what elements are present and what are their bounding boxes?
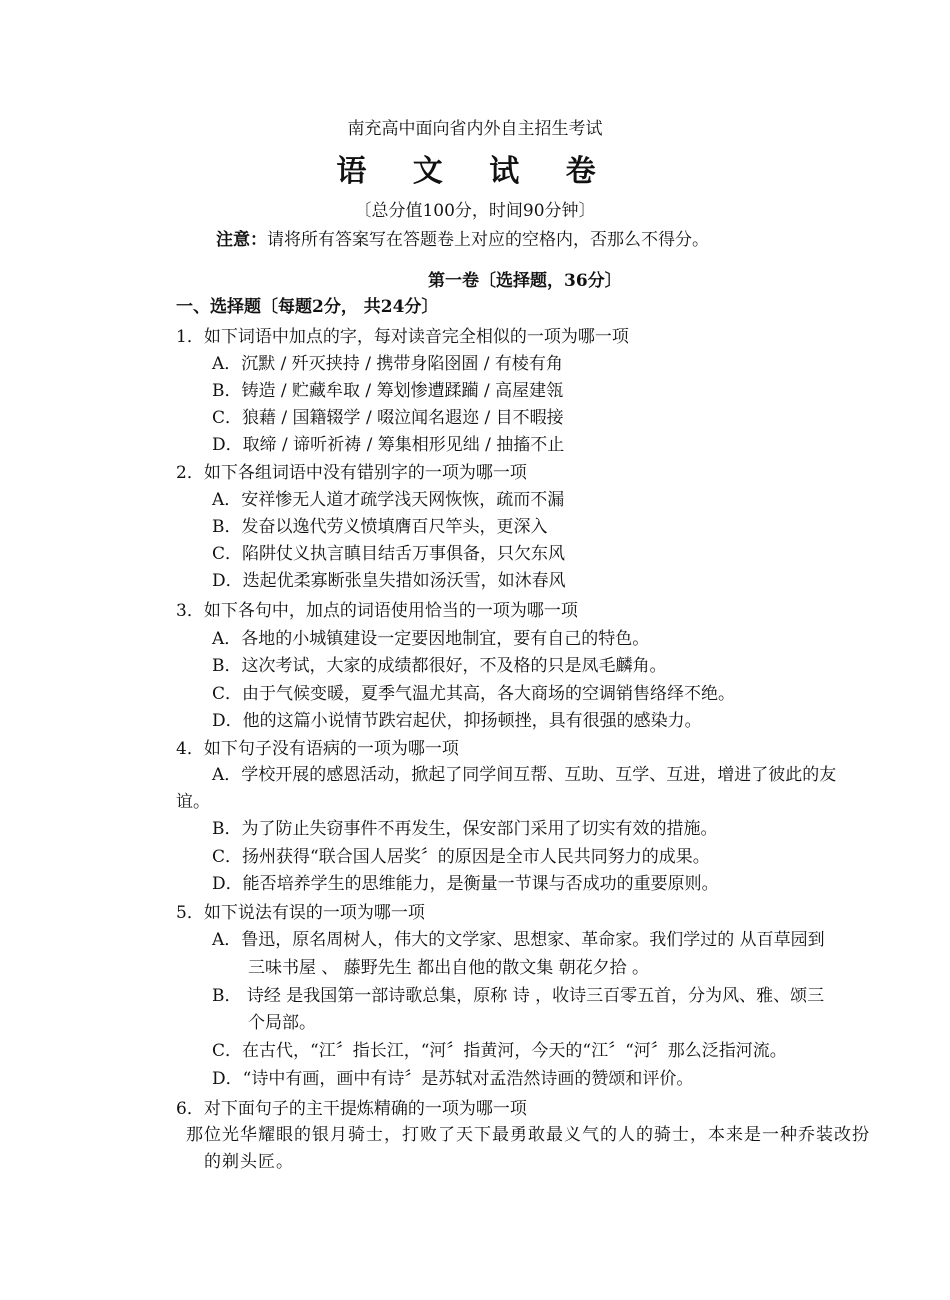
score-time-note: 〔总分值100分，时间90分钟〕 — [354, 201, 596, 221]
question-stem: 4．如下句子没有语病的一项为哪一项 — [176, 739, 459, 759]
option: C．由于气候变暖，夏季气温尤其高，各大商场的空调销售络绎不绝。 — [212, 684, 736, 704]
option: B．这次考试，大家的成绩都很好，不及格的只是凤毛麟角。 — [212, 656, 667, 676]
option: B．发奋以逸代劳义愤填膺百尺竿头，更深入 — [212, 517, 548, 537]
option: D．取缔 / 谛听祈祷 / 筹集相形见绌 / 抽搐不止 — [212, 435, 565, 455]
option: D．“诗中有画，画中有诗〞是苏轼对孟浩然诗画的赞颂和评价。 — [212, 1069, 694, 1089]
option: A．学校开展的感恩活动，掀起了同学间互帮、互助、互学、互进，增进了彼此的友 — [212, 765, 837, 785]
question-stem: 1．如下词语中加点的字，每对读音完全相似的一项为哪一项 — [176, 327, 629, 347]
notice — [216, 229, 709, 251]
option: D．能否培养学生的思维能力，是衡量一节课与否成功的重要原则。 — [212, 874, 719, 894]
school-line: 南充高中面向省内外自主招生考试 — [347, 119, 603, 139]
option: B． 诗经 是我国第一部诗歌总集，原称 诗 ，收诗三百零五首，分为风、雅、颂三 — [212, 986, 825, 1006]
option-continuation: 三味书屋 、 藤野先生 都出自他的散文集 朝花夕拾 。 — [248, 958, 650, 978]
option: C．陷阱仗义执言瞋目结舌万事俱备，只欠东风 — [212, 544, 566, 564]
option: A．安祥惨无人道才疏学浅天网恢恢，疏而不漏 — [212, 490, 565, 510]
option-continuation: 谊。 — [176, 792, 210, 812]
option: A．沉默 / 歼灭挟持 / 携带身陷囹圄 / 有棱有角 — [212, 354, 563, 374]
quoted-sentence-continuation: 的剃头匠。 — [204, 1152, 294, 1172]
question-stem: 5．如下说法有误的一项为哪一项 — [176, 903, 425, 923]
option: D．他的这篇小说情节跌宕起伏，抑扬顿挫，具有很强的感染力。 — [212, 711, 702, 731]
page-title: 语 文 试 卷 — [336, 154, 614, 189]
option: B．铸造 / 贮藏牟取 / 筹划惨遭蹂躏 / 高屋建瓴 — [212, 381, 564, 401]
option-continuation: 个局部。 — [248, 1013, 316, 1033]
option: C．狼藉 / 国籍辍学 / 啜泣闻名遐迩 / 目不暇接 — [212, 408, 564, 428]
option: A．各地的小城镇建设一定要因地制宜，要有自己的特色。 — [212, 629, 650, 649]
volume-title: 第一卷〔选择题，36分〕 — [428, 271, 622, 291]
question-stem: 6．对下面句子的主干提炼精确的一项为哪一项 — [176, 1099, 527, 1119]
quoted-sentence: 那位光华耀眼的银月骑士，打败了天下最勇敢最义气的人的骑士，本来是一种乔装改扮 — [186, 1125, 870, 1145]
option: C．在古代，“江〞指长江，“河〞指黄河，今天的“江〞“河〞那么泛指河流。 — [212, 1041, 787, 1061]
option: C．扬州获得“联合国人居奖〞的原因是全市人民共同努力的成果。 — [212, 847, 710, 867]
part-title: 一、选择题〔每题2分， 共24分〕 — [176, 297, 439, 317]
option: B．为了防止失窃事件不再发生，保安部门采用了切实有效的措施。 — [212, 819, 718, 839]
question-stem: 3．如下各句中，加点的词语使用恰当的一项为哪一项 — [176, 601, 578, 621]
notice-label: 注意： — [216, 230, 267, 250]
option: D．迭起优柔寡断张皇失措如汤沃雪，如沐春风 — [212, 571, 566, 591]
notice-text: 请将所有答案写在答题卷上对应的空格内，否那么不得分。 — [267, 230, 709, 250]
option: A．鲁迅，原名周树人，伟大的文学家、思想家、革命家。我们学过的 从百草园到 — [212, 930, 825, 950]
question-stem: 2．如下各组词语中没有错别字的一项为哪一项 — [176, 463, 527, 483]
